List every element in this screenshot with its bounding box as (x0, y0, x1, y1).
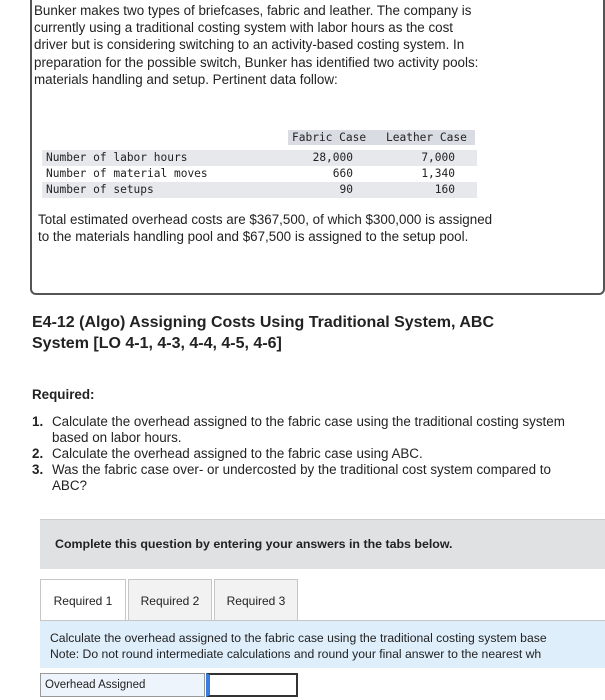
overhead-assigned-input[interactable] (206, 673, 298, 697)
answer-prompt: Calculate the overhead assigned to the fabric case using the traditional costing system base (50, 631, 547, 645)
table-row (42, 150, 477, 166)
list-item (32, 446, 587, 462)
row-label: Number of material moves (46, 167, 208, 180)
table-row (42, 166, 477, 182)
tab-required-3[interactable]: Required 3 (214, 579, 298, 621)
fabric-value: 660 (332, 167, 353, 180)
item-text: Calculate the overhead assigned to the fabric case using the traditional costing system based on labor hours. (52, 414, 565, 445)
requirements-list (32, 414, 587, 494)
header-leather-case: Leather Case (386, 131, 467, 144)
item-text: Calculate the overhead assigned to the fabric case using ABC. (52, 446, 423, 461)
table-header-row (288, 130, 475, 145)
item-text: Was the fabric case over- or undercosted by the traditional cost system compared to ABC? (52, 462, 551, 493)
overhead-total-text: Total estimated overhead costs are $367,500, of which $300,000 is assigned to the materials handling pool and $67,500 is assigned to the setup pool. (38, 212, 493, 245)
tab-required-2[interactable]: Required 2 (128, 579, 212, 621)
exercise-title: E4-12 (Algo) Assigning Costs Using Traditional System, ABC System [LO 4-1, 4-3, 4-4, 4-5, 4-6] (32, 314, 494, 352)
list-item (32, 462, 587, 494)
row-label: Number of labor hours (46, 151, 188, 164)
leather-value: 7,000 (421, 151, 455, 164)
item-number: 3. (32, 462, 44, 477)
fabric-value: 90 (339, 183, 353, 196)
list-item (32, 414, 587, 446)
tab-required-1[interactable]: Required 1 (40, 579, 126, 621)
leather-value: 1,340 (421, 167, 455, 180)
instruction-text: Complete this question by entering your answers in the tabs below. (55, 537, 453, 551)
item-number: 2. (32, 446, 44, 461)
item-number: 1. (32, 414, 44, 429)
problem-intro: Bunker makes two types of briefcases, fabric and leather. The company is currently using a traditional costing system with labor hours as the cost driver but is considering switching to an activity-based costing system. In preparation for the possible switch, Bunker has identified two activity pools: materials handling and setup. Pertinent data follow: (34, 3, 479, 87)
table-row (42, 182, 477, 198)
header-fabric-case: Fabric Case (292, 131, 367, 144)
answer-prompt-area (40, 620, 605, 668)
instruction-bar (40, 519, 605, 569)
overhead-assigned-label: Overhead Assigned (40, 673, 205, 697)
leather-value: 160 (434, 183, 455, 196)
fabric-value: 28,000 (312, 151, 353, 164)
row-label: Number of setups (46, 183, 154, 196)
required-heading: Required: (32, 387, 95, 402)
answer-note: Note: Do not round intermediate calculations and round your final answer to the nearest wh (50, 647, 542, 661)
